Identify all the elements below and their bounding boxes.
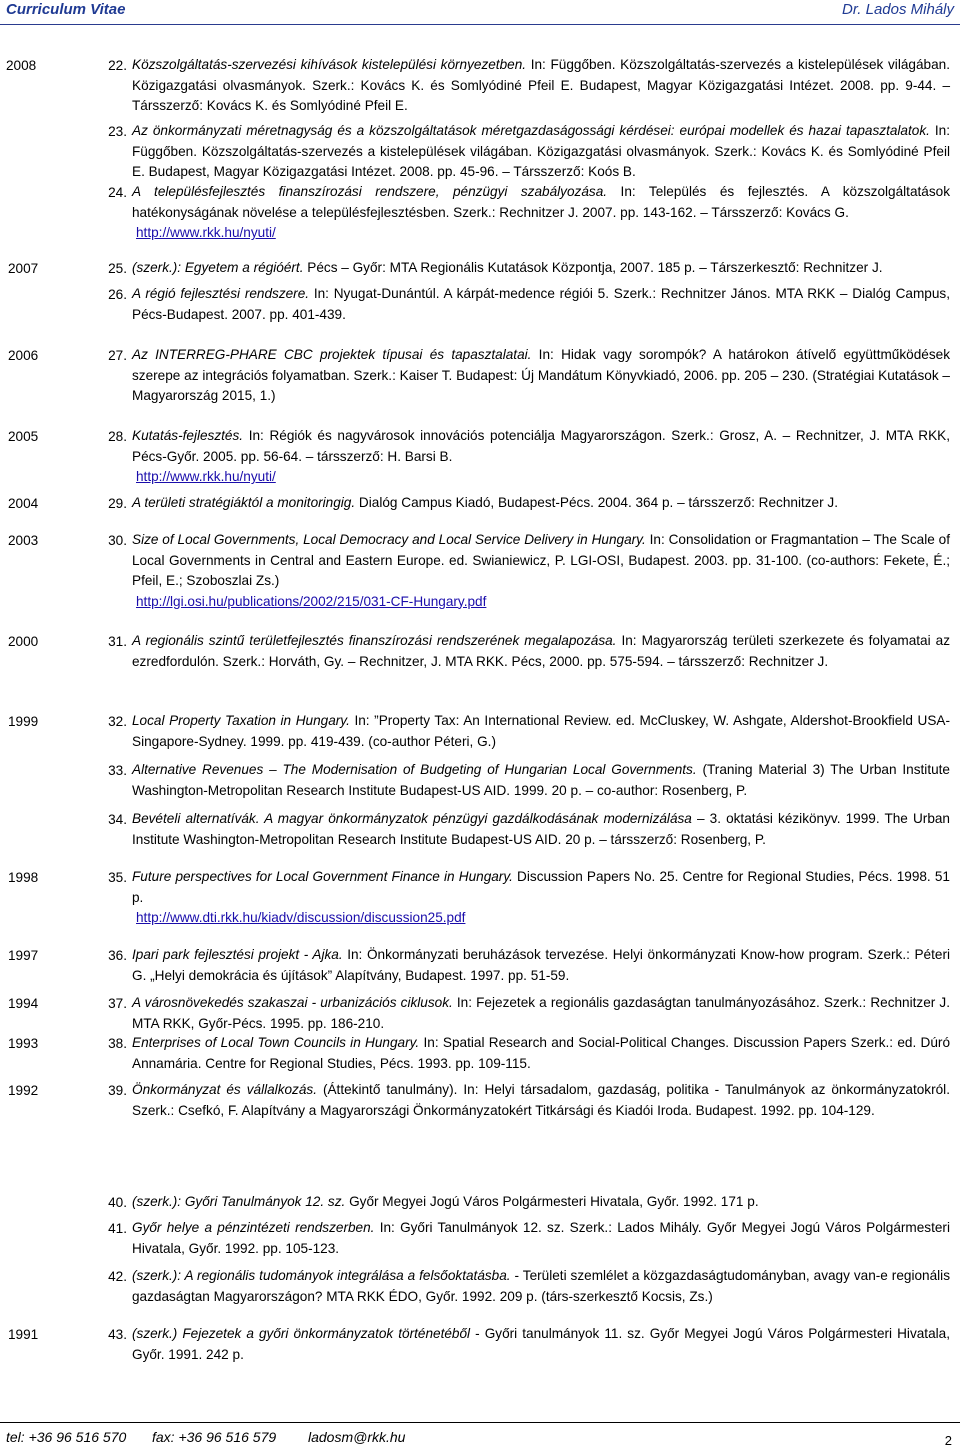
publication-title: (szerk.) Fejezetek a győri önkormányzatok történetéből [132,1326,471,1341]
publication-number: 25. [108,261,127,276]
publication-details: – 3. oktatási kézikönyv. 1999. The Urban Institute Washington-Metropolitan Research Institute Budapest-US AID. 20 p. – társszerző: Rosenberg, P. [132,811,950,847]
header-author: Dr. Lados Mihály [842,1,954,18]
publication-details: In: ”Property Tax: An International Review. ed. McCluskey, W. Ashgate, Aldershot-Brookfield USA-Singapore-Sydney. 1999. pp. 419-439. (co-author Péteri, G.) [132,713,951,749]
publication-title: Az INTERREG-PHARE CBC projektek típusai és tapasztalatai. [132,347,532,362]
publication-year: 2005 [8,429,39,444]
publication-citation [132,760,950,801]
publication-citation [132,945,950,986]
publication-title: Ipari park fejlesztési projekt - Ajka. [132,947,343,962]
publication-citation [132,867,950,929]
publication-citation [132,55,950,117]
publication-year: 2000 [8,634,39,649]
publication-title: Önkormányzat és vállalkozás. [132,1082,317,1097]
publication-details: In: Consolidation or Fragmantation – The Scale of Local Governments in Central and Eastern Europe. ed. Swianiewicz, P. LGI-OSI, Budapest. 2003. pp. 31-100. (co-authors: Fekete, É.; Pfeil, E.; Szoboszlai Zs.) [132,532,950,588]
publication-year: 2008 [6,58,37,73]
publication-year: 1994 [8,996,39,1011]
publication-citation [132,1080,950,1121]
publication-number: 37. [108,996,127,1011]
publication-details: Dialóg Campus Kiadó, Budapest-Pécs. 2004. 364 p. – társszerző: Rechnitzer J. [355,495,838,510]
publication-title: Alternative Revenues – The Modernisation of Budgeting of Hungarian Local Governments. [132,762,697,777]
publication-details: Pécs – Győr: MTA Regionális Kutatások Központja, 2007. 185 p. – Társzerkesztő: Rechnitzer J. [303,260,883,275]
publication-details: Győr Megyei Jogú Város Polgármesteri Hivatala, Győr. 1992. 171 p. [345,1194,759,1209]
publication-citation [132,711,950,752]
publication-number: 31. [108,634,127,649]
publication-details: Discussion Papers No. 25. Centre for Regional Studies, Pécs. 1998. 51 p. [132,869,950,905]
publication-citation [132,121,950,183]
publication-number: 34. [108,812,127,827]
publication-number: 40. [108,1195,127,1210]
page-number: 2 [944,1433,952,1448]
publication-citation [132,631,950,672]
publication-title: Közszolgáltatás-szervezési kihívások kistelepülési környezetben. [132,57,527,72]
page-header [0,0,960,25]
publication-number: 43. [108,1327,127,1342]
publication-citation [132,182,950,244]
publication-number: 42. [108,1269,127,1284]
publication-number: 39. [108,1083,127,1098]
publication-details: In: Önkormányzati beruházások tervezése. Helyi önkormányzati Know-how program. Szerk.: Péteri G. „Helyi demokrácia és újítások” Alapítvány, Budapest. 1997. pp. 51-59. [132,947,950,983]
publication-link[interactable]: http://www.rkk.hu/nyuti/ [136,225,276,240]
publication-title: Bevételi alternatívák. A magyar önkormányzatok pénzügyi gazdálkodásának modernizálása [132,811,692,826]
publication-details: In: Magyarország területi szerkezete és folyamatai az ezredfordulón. Szerk.: Horváth, Gy. – Rechnitzer, J. MTA RKK. Pécs, 2000. pp. 575-594. – társszerző: Rechnitzer J. [132,633,950,669]
publication-title: A településfejlesztés finanszírozási rendszere, pénzügyi szabályozása. [132,184,608,199]
publication-year: 1992 [8,1083,39,1098]
publication-title: Kutatás-fejlesztés. [132,428,244,443]
publication-citation [132,1192,950,1213]
publication-title: A városnövekedés szakaszai - urbanizációs ciklusok. [132,995,453,1010]
publication-citation [132,493,950,514]
publication-number: 33. [108,763,127,778]
publication-details: In: Függőben. Közszolgáltatás-szervezés a kistelepülések világában. Közigazgatási olvasmányok. Szerk.: Kovács K. és Somlyódiné Pfeil E. Budapest, Magyar Közigazgatási Intézet. 2008. pp. 9-44. – Társszerző: Kovács K. és Somlyódiné Pfeil E. [132,57,950,113]
publication-number: 30. [108,533,127,548]
publication-citation [132,1033,950,1074]
publication-citation [132,809,950,850]
publication-year: 1999 [8,714,39,729]
publication-citation [132,1218,950,1259]
publication-details: (Áttekintő tanulmány). In: Helyi társadalom, gazdaság, politika - Tanulmányok az önkormányzatokról. Szerk.: Csefkó, F. Alapítvány a Magyarországi Önkormányzatokért Titkársági és Kiadói Iroda. Budapest. 1992. pp. 104-129. [132,1082,950,1118]
publication-details: - Területi szemlélet a közgazdaságtudományban, avagy van-e regionális gazdaságtan Magyarországon? MTA RKK ÉDO, Győr. 1992. 209 p. (társ-szerkesztő Kocsis, Zs.) [132,1268,950,1304]
publication-details: (Traning Material 3) The Urban Institute Washington-Metropolitan Research Institute Budapest-US AID. 1999. 20 p. – co-author: Rosenberg, P. [132,762,950,798]
footer-tel: tel: +36 96 516 570 [6,1429,127,1445]
footer-email: ladosm@rkk.hu [308,1429,406,1445]
publication-citation [132,284,950,325]
publication-title: A régió fejlesztési rendszere. [132,286,310,301]
publication-number: 28. [108,429,127,444]
publication-title: (szerk.): A regionális tudományok integrálása a felsőoktatásba. [132,1268,511,1283]
publication-number: 32. [108,714,127,729]
publication-title: A területi stratégiáktól a monitoringig. [132,495,356,510]
publication-title: (szerk.): Győri Tanulmányok 12. sz. [132,1194,346,1209]
publication-year: 1997 [8,948,39,963]
publication-link[interactable]: http://www.dti.rkk.hu/kiadv/discussion/discussion25.pdf [136,910,466,925]
publication-link[interactable]: http://www.rkk.hu/nyuti/ [136,469,276,484]
publication-citation [132,258,950,279]
publication-citation [132,426,950,488]
publication-title: Local Property Taxation in Hungary. [132,713,350,728]
publication-year: 2004 [8,496,39,511]
publication-details: In: Győri Tanulmányok 12. sz. Szerk.: Lados Mihály. Győr Megyei Jogú Város Polgármesteri Hivatala, Győr. 1992. pp. 105-123. [132,1220,950,1256]
publication-year: 1991 [8,1327,39,1342]
publication-number: 41. [108,1221,127,1236]
page-footer [0,1422,960,1450]
publication-citation [132,1266,950,1307]
publication-details: - Győri tanulmányok 11. sz. Győr Megyei Jogú Város Polgármesteri Hivatala, Győr. 1991. 242 p. [132,1326,951,1362]
publication-title: A regionális szintű területfejlesztés finanszírozási rendszerének megalapozása. [132,633,617,648]
publication-details: In: Hidak vagy sorompók? A határokon átívelő együttműködések szerepe az integrációs folyamatban. Szerk.: Kaiser T. Budapest: Új Mandátum Könyvkiadó, 2006. pp. 205 – 230. (Stratégiai Kutatások – Magyarország 2015, 1.) [132,347,950,403]
publication-citation [132,993,950,1034]
publication-title: Size of Local Governments, Local Democracy and Local Service Delivery in Hungary. [132,532,646,547]
publication-year: 2003 [8,533,39,548]
publication-title: Enterprises of Local Town Councils in Hungary. [132,1035,420,1050]
publication-number: 24. [108,185,127,200]
publication-year: 2007 [8,261,39,276]
publication-details: In: Nyugat-Dunántúl. A kárpát-medence régiói 5. Szerk.: Rechnitzer János. MTA RKK – Dialóg Campus, Pécs-Budapest. 2007. pp. 401-439. [132,286,950,322]
publication-title: Az önkormányzati méretnagyság és a közszolgáltatások méretgazdaságossági kérdései: európai modellek és hazai tapasztalatok. [132,123,930,138]
publication-number: 38. [108,1036,127,1051]
publication-details: In: Régiók és nagyvárosok innovációs potenciálja Magyarországon. Szerk.: Grosz, A. – Rechnitzer, J. MTA RKK, Pécs-Győr. 2005. pp. 56-64. – társszerző: H. Barsi B. [132,428,950,464]
publication-details: In: Függőben. Közszolgáltatás-szervezés a kistelepülések világában. Közigazgatási olvasmányok. Szerk.: Kovács K. és Somlyódiné Pfeil E. Budapest, Magyar Közigazgatási Intézet. 2008. pp. 45-96. – Társszerző: Koós B. [132,123,950,179]
publication-number: 22. [108,58,127,73]
publication-citation [132,1324,950,1365]
publication-details: In: Fejezetek a regionális gazdaságtan tanulmányozásához. Szerk.: Rechnitzer J. MTA RKK, Győr-Pécs. 1995. pp. 186-210. [132,995,950,1031]
publication-year: 1998 [8,870,39,885]
publication-details: In: Spatial Research and Social-Political Changes. Discussion Papers Szerk.: ed. Dúró Annamária. Centre for Regional Studies, Pécs. 1993. pp. 109-115. [132,1035,950,1071]
publication-citation [132,530,950,612]
publication-number: 35. [108,870,127,885]
publication-citation [132,345,950,407]
publication-title: (szerk.): Egyetem a régióért. [132,260,304,275]
publication-number: 23. [108,124,127,139]
publication-details: In: Település és fejlesztés. A közszolgáltatások hatékonyságának növelése a településfejlesztésben. Szerk.: Rechnitzer J. 2007. pp. 143-162. – Társszerző: Kovács G. [132,184,951,220]
footer-fax: fax: +36 96 516 579 [152,1429,277,1445]
publication-number: 36. [108,948,127,963]
publication-year: 2006 [8,348,39,363]
publication-number: 27. [108,348,127,363]
publication-year: 1993 [8,1036,39,1051]
publication-number: 29. [108,496,127,511]
publication-number: 26. [108,287,127,302]
publication-title: Future perspectives for Local Government Finance in Hungary. [132,869,513,884]
publication-title: Győr helye a pénzintézeti rendszerben. [132,1220,375,1235]
header-title: Curriculum Vitae [6,1,126,18]
publication-link[interactable]: http://lgi.osi.hu/publications/2002/215/031-CF-Hungary.pdf [136,593,487,609]
